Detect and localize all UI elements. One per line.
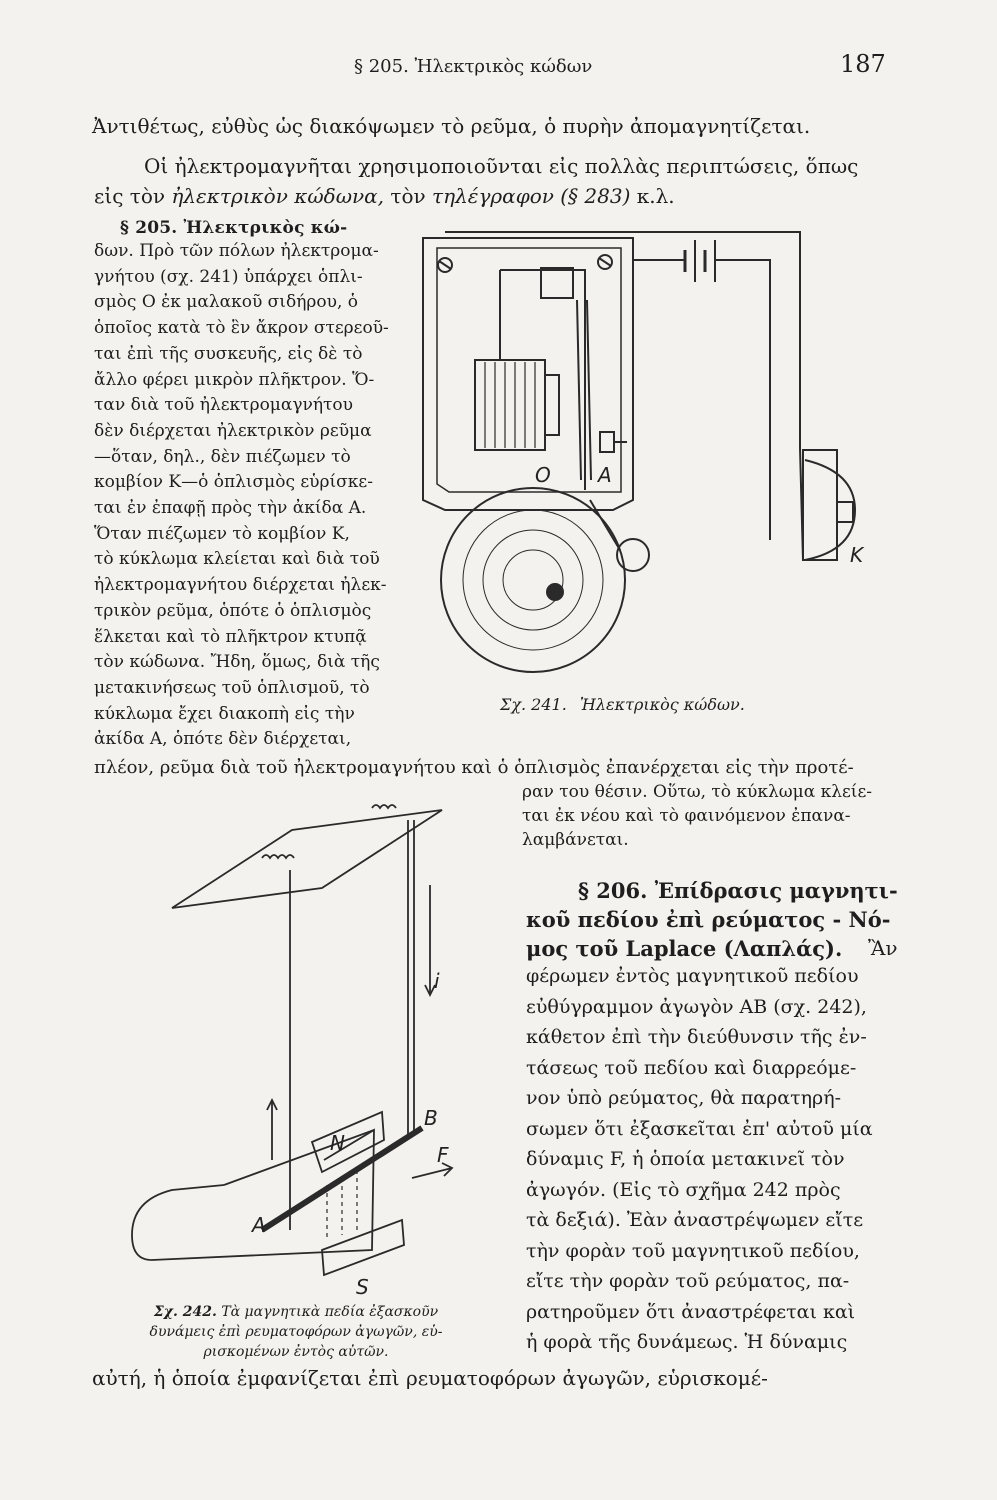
sec205-line: κομβίον Κ—ὁ ὁπλισμὸς εὑρίσκε- [94, 472, 373, 493]
wire-top [545, 232, 800, 448]
fig241-caption-text: Ἠλεκτρικὸς κώδων. [579, 695, 745, 714]
intro-line-3 [94, 184, 675, 208]
sec205-right-line: λαμβάνεται. [522, 830, 629, 850]
push-button-base [803, 450, 837, 560]
fig242-caption-num: Σχ. 242. [153, 1304, 217, 1320]
sec206-line: ρατηροῦμεν ὅτι ἀναστρέφεται καὶ [526, 1300, 856, 1323]
sec205-right-line: ραν του θέσιν. Οὕτω, τὸ κύκλωμα κλείε- [522, 782, 873, 802]
sec205-line: τὸ κύκλωμα κλείεται καὶ διὰ τοῦ [94, 549, 380, 570]
figure-241 [405, 210, 875, 690]
fig242-label-i: i [434, 969, 440, 993]
fig242-label-A: A [252, 1213, 266, 1237]
fig242-caption-l2: δυνάμεις ἐπὶ ρευματοφόρων ἀγωγῶν, εὑ- [149, 1324, 443, 1340]
sec206-line: εὐθύγραμμον ἀγωγὸν ΑΒ (σχ. 242), [526, 995, 867, 1018]
sec205-line: ἠλεκτρομαγνήτου διέρχεται ἠλεκ- [94, 575, 387, 596]
fig242-label-N: N [330, 1131, 345, 1155]
fig242-label-F: F [437, 1143, 449, 1167]
fig242-label-S: S [356, 1275, 369, 1299]
sec205-line: μετακινήσεως τοῦ ὁπλισμοῦ, τὸ [94, 677, 370, 698]
fig242-label-B: B [424, 1106, 438, 1130]
fig241-label-A: A [598, 463, 612, 487]
fig241-label-K: K [850, 543, 864, 567]
fig242-caption-l1: Τὰ μαγνητικὰ πεδία ἐξασκοῦν [221, 1304, 439, 1320]
sec205-line: δὲν διέρχεται ἠλεκτρικὸν ρεῦμα [94, 420, 372, 441]
sec206-heading-tail: Ἂν [868, 936, 898, 960]
sec205-line: ἀκίδα Α, ὁπότε δὲν διέρχεται, [94, 729, 352, 750]
intro-text-e: κ.λ. [630, 184, 675, 208]
sec205-right-line: ται ἐκ νέου καὶ τὸ φαινόμενον ἐπανα- [522, 806, 851, 826]
intro-line-2: Οἱ ἠλεκτρομαγνῆται χρησιμοποιοῦνται εἰς πολλὰς περιπτώσεις, ὅπως [144, 154, 859, 178]
running-header: § 205. Ἠλεκτρικὸς κώδων [354, 56, 593, 77]
sec206-line: νον ὑπὸ ρεύματος, θὰ παρατηρή- [526, 1087, 842, 1109]
sec206-line: σωμεν ὅτι ἐξασκεῖται ἐπ' αὐτοῦ μία [526, 1117, 873, 1140]
sec205-full-line: πλέον, ρεῦμα διὰ τοῦ ἠλεκτρομαγνήτου καὶ ὁ ὁπλισμὸς ἐπανέρχεται εἰς τὴν προτέ- [94, 757, 854, 778]
intro-text-c: τὸν [384, 184, 433, 208]
fig242-caption-line1 [96, 1302, 496, 1322]
sec205-line: ἄλλο φέρει μικρὸν πλῆκτρον. Ὅ- [94, 369, 375, 390]
sec206-line: τὰ δεξιά). Ἐὰν ἀναστρέψωμεν εἴτε [526, 1209, 864, 1231]
intro-text-b: ἠλεκτρικὸν κώδωνα, [171, 184, 385, 208]
sec205-line: Ὅταν πιέζωμεν τὸ κομβίον Κ, [94, 523, 350, 544]
sec205-line: τρικὸν ρεῦμα, ὁπότε ὁ ὁπλισμὸς [94, 600, 372, 621]
fig241-label-O: O [535, 463, 551, 487]
sec206-heading-line: § 206. Ἐπίδρασις μαγνητι- [578, 878, 898, 903]
sec205-line: σμὸς Ο ἐκ μαλακοῦ σιδήρου, ὁ [94, 292, 358, 313]
sec206-last-line: αὐτή, ἡ ὁποία ἐμφανίζεται ἐπὶ ρευματοφόρων ἀγωγῶν, εὑρισκομέ- [92, 1366, 768, 1390]
sec206-line: ἡ φορὰ τῆς δυνάμεως. Ἡ δύναμις [526, 1331, 848, 1353]
intro-line-1: Ἀντιθέτως, εὐθὺς ὡς διακόψωμεν τὸ ρεῦμα, ὁ πυρὴν ἀπομαγνητίζεται. [92, 114, 811, 138]
bell-gong [441, 488, 625, 672]
sec206-line: τάσεως τοῦ πεδίου καὶ διαρρεόμε- [526, 1056, 857, 1079]
sec206-heading-line: μος τοῦ Laplace (Λαπλάς). [526, 936, 843, 961]
intro-text-a: εἰς τὸν [94, 184, 172, 208]
sec205-line: ταν διὰ τοῦ ἠλεκτρομαγνήτου [94, 395, 353, 416]
sec206-line: κάθετον ἐπὶ τὴν διεύθυνσιν τῆς ἐν- [526, 1026, 867, 1048]
contact-screw [600, 432, 614, 452]
sec205-line: ὁποῖος κατὰ τὸ ἓν ἄκρον στερεοῦ- [94, 318, 389, 339]
sec206-line: φέρωμεν ἐντὸς μαγνητικοῦ πεδίου [526, 965, 859, 987]
sec206-line: εἴτε τὴν φορὰν τοῦ ρεύματος, πα- [526, 1270, 850, 1292]
sec205-line: δων. Πρὸ τῶν πόλων ἠλεκτρομα- [94, 241, 379, 261]
sec205-line: ἕλκεται καὶ τὸ πλῆκτρον κτυπᾷ [94, 626, 367, 647]
sec205-heading: § 205. Ἠλεκτρικὸς κώ- [120, 218, 348, 238]
sec205-line: ται ἐν ἐπαφῇ πρὸς τὴν ἀκίδα Α. [94, 498, 367, 518]
fig242-caption-l3: ρισκομένων ἐντὸς αὐτῶν. [203, 1344, 389, 1360]
sec206-heading-line: κοῦ πεδίου ἐπὶ ρεύματος - Νό- [526, 907, 891, 932]
sec205-line: ται ἐπὶ τῆς συσκευῆς, εἰς δὲ τὸ [94, 343, 363, 364]
sec205-line: —ὅταν, δηλ., δὲν πιέζωμεν τὸ [94, 446, 351, 467]
sec206-line: ἀγωγόν. (Εἰς τὸ σχῆμα 242 πρὸς [526, 1178, 841, 1201]
pole-S [322, 1220, 404, 1275]
fig241-caption-num: Σχ. 241. [500, 695, 567, 714]
sec205-line: κύκλωμα ἔχει διακοπὴ εἰς τὴν [94, 703, 355, 724]
page-number: 187 [840, 50, 886, 78]
sec205-line: τὸν κώδωνα. Ἤδη, ὅμως, διὰ τῆς [94, 652, 380, 673]
top-board [172, 810, 442, 908]
fig242-caption [96, 1302, 496, 1362]
figure-242 [112, 790, 482, 1300]
fig241-caption [500, 695, 745, 714]
intro-text-d: τηλέγραφον (§ 283) [432, 184, 631, 208]
sec206-line: τὴν φορὰν τοῦ μαγνητικοῦ πεδίου, [526, 1239, 860, 1262]
sec205-line: γνήτου (σχ. 241) ὑπάρχει ὁπλι- [94, 266, 363, 287]
sec206-line: δύναμις F, ἡ ὁποία μετακινεῖ τὸν [526, 1148, 845, 1170]
